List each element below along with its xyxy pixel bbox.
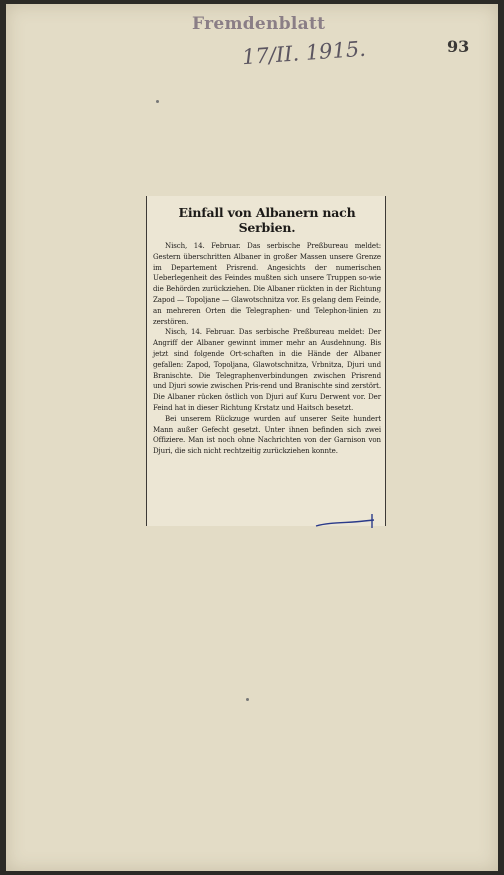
article-title: Einfall von Albanern nach Serbien. xyxy=(178,205,356,235)
article-paragraph-1: Nisch, 14. Februar. Das serbische Preßbureau meldet: Gestern überschritten Albaner in großer Massen unsere Grenze im Departement Prisrend. Angesichts der numerischen Ueberlegenheit des Feindes mußten sich unsere Truppen so-wie die Behörden zurückziehen. Die Albaner rückten in der Richtung Zapod — Topoljane — Glawotschnitza vor. Es gelang dem Feinde, an mehreren Orten die Telegraphen- und Telephon-linien zu zerstören. xyxy=(153,241,381,326)
handwritten-date: 17/II. 1915. xyxy=(241,36,367,70)
newspaper-clipping xyxy=(146,196,386,526)
pencil-mark xyxy=(314,514,378,532)
page-number: 93 xyxy=(447,37,470,56)
article-paragraph-2: Nisch, 14. Februar. Das serbische Preßbureau meldet: Der Angriff der Albaner gewinnt immer mehr an Ausdehnung. Bis jetzt sind folgende Ort-schaften in die Hände der Albaner gefallen: Zapod, Topoljana, Glawotschnitza, Vrbnitza, Djuri und Branischte. Die Telegraphenverbindungen zwischen Prisrend und Djuri sowie zwischen Pris-rend und Branischte sind zerstört. Die Albaner rücken östlich von Djuri auf Kuru Derwent vor. Der Feind hat in dieser Richtung Krstatz und Haitsch besetzt. xyxy=(153,327,381,412)
paper-speck xyxy=(156,100,159,103)
article-paragraph-3: Bei unserem Rückzuge wurden auf unserer Seite hundert Mann außer Gefecht gesetzt. Unter ihnen befinden sich zwei Offiziere. Man ist noch ohne Nachrichten von der Garnison von Djuri, die sich nicht rechtzeitig zurückziehen konnte. xyxy=(153,413,381,456)
newspaper-stamp: Fremdenblatt xyxy=(192,14,326,34)
archive-page xyxy=(6,4,498,871)
paper-speck xyxy=(246,698,249,701)
